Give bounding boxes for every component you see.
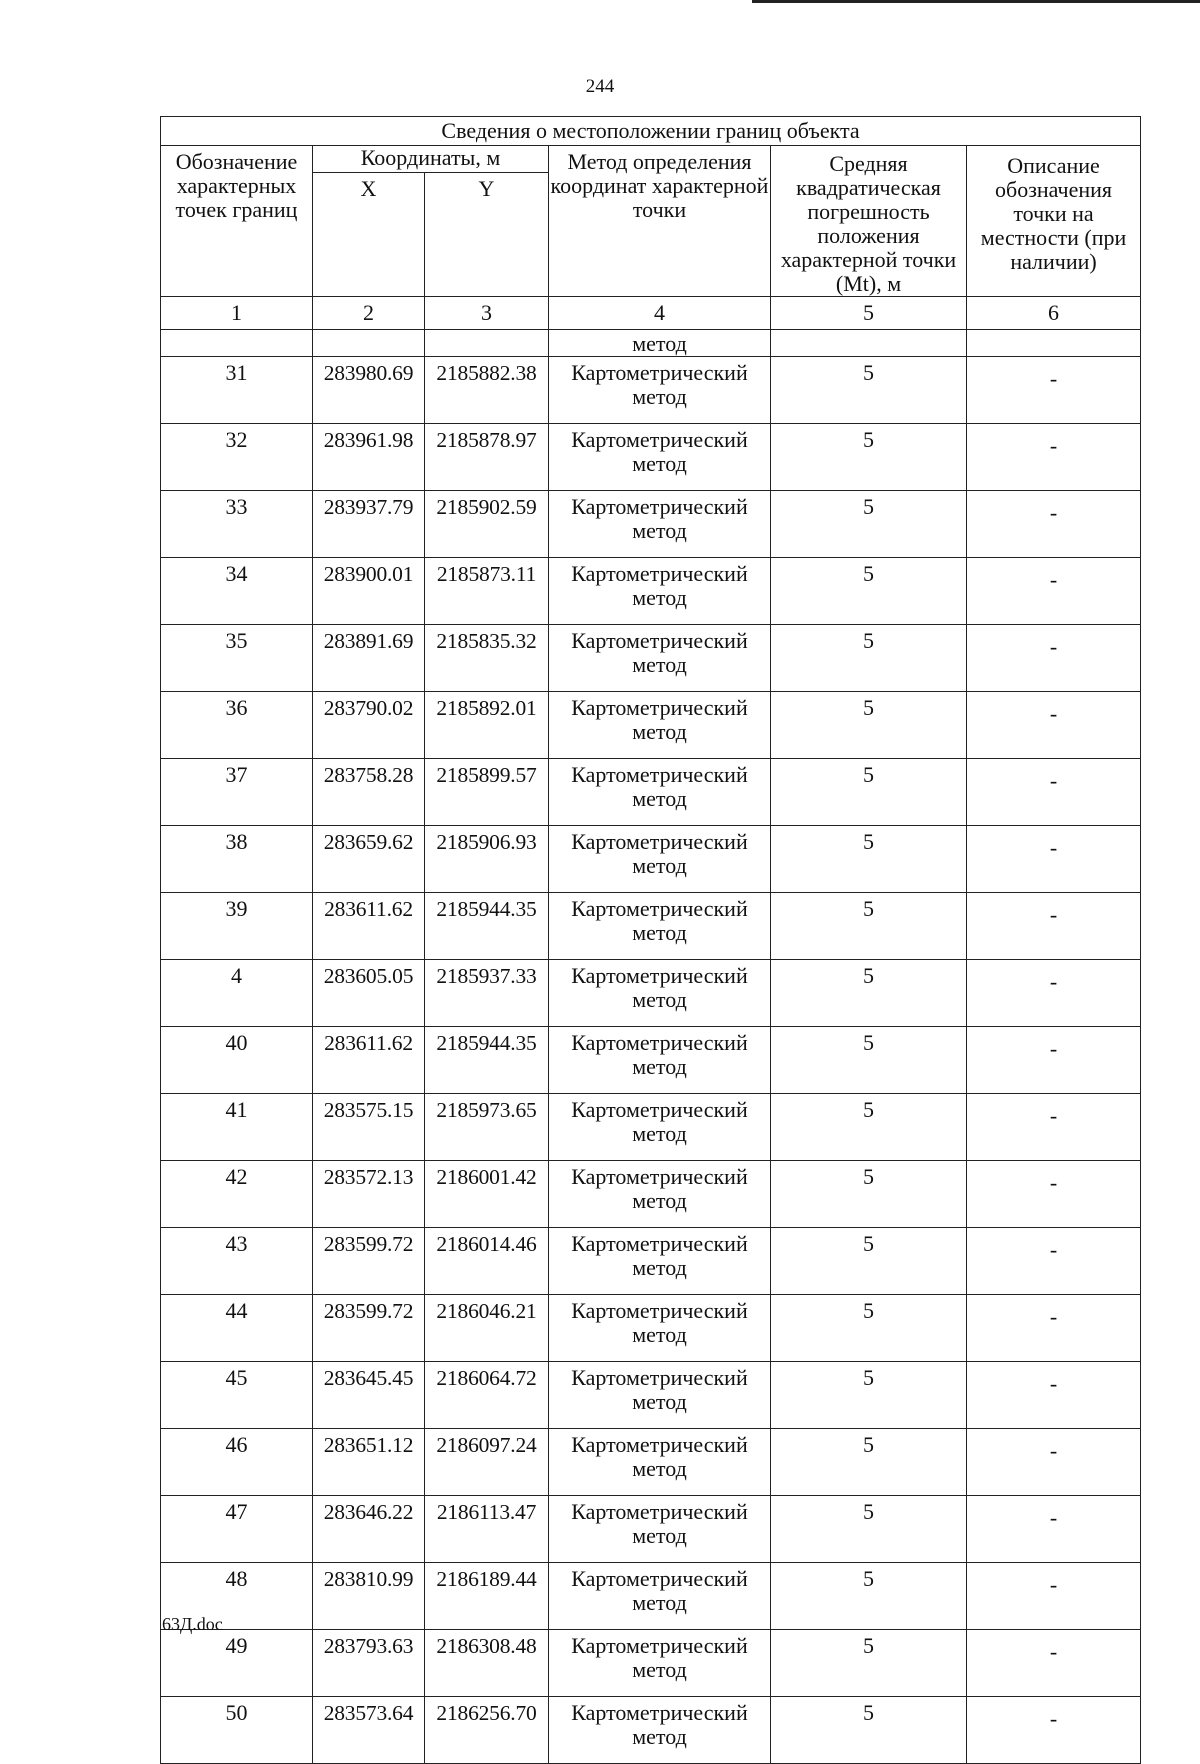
- method-cell: Картометрический метод: [549, 1429, 771, 1496]
- x-coordinate-cell: 283575.15: [313, 1094, 425, 1161]
- method-cell: Картометрический метод: [549, 1630, 771, 1697]
- x-coordinate-cell: 283937.79: [313, 491, 425, 558]
- method-cell: Картометрический метод: [549, 893, 771, 960]
- y-coordinate-cell: 2186113.47: [425, 1496, 549, 1563]
- description-cell: -: [967, 1228, 1141, 1295]
- point-cell: 50: [161, 1697, 313, 1764]
- point-cell: 32: [161, 424, 313, 491]
- table-row: [161, 692, 1141, 759]
- y-coordinate-cell: 2186046.21: [425, 1295, 549, 1362]
- y-coordinate-cell: 2185873.11: [425, 558, 549, 625]
- x-coordinate-cell: 283611.62: [313, 1027, 425, 1094]
- table-body: [161, 357, 1141, 1764]
- point-cell: 47: [161, 1496, 313, 1563]
- point-cell: 41: [161, 1094, 313, 1161]
- y-coordinate-cell: 2186308.48: [425, 1630, 549, 1697]
- header-coords: Координаты, м: [313, 146, 549, 173]
- error-cell: 5: [771, 1295, 967, 1362]
- method-cell: Картометрический метод: [549, 1228, 771, 1295]
- x-coordinate-cell: 283790.02: [313, 692, 425, 759]
- error-cell: 5: [771, 424, 967, 491]
- point-cell: 45: [161, 1362, 313, 1429]
- y-coordinate-cell: 2185906.93: [425, 826, 549, 893]
- description-cell: -: [967, 1630, 1141, 1697]
- continuation-row: [161, 330, 1141, 357]
- table-row: [161, 1228, 1141, 1295]
- x-coordinate-cell: 283611.62: [313, 893, 425, 960]
- continuation-method: метод: [549, 330, 771, 357]
- y-coordinate-cell: 2185892.01: [425, 692, 549, 759]
- x-coordinate-cell: 283793.63: [313, 1630, 425, 1697]
- y-coordinate-cell: 2186097.24: [425, 1429, 549, 1496]
- description-cell: -: [967, 692, 1141, 759]
- y-coordinate-cell: 2185835.32: [425, 625, 549, 692]
- point-cell: 43: [161, 1228, 313, 1295]
- x-coordinate-cell: 283573.64: [313, 1697, 425, 1764]
- point-cell: 49: [161, 1630, 313, 1697]
- table-row: [161, 1295, 1141, 1362]
- x-coordinate-cell: 283599.72: [313, 1295, 425, 1362]
- table-row: [161, 1362, 1141, 1429]
- y-coordinate-cell: 2186256.70: [425, 1697, 549, 1764]
- method-cell: Картометрический метод: [549, 1563, 771, 1630]
- description-cell: -: [967, 1295, 1141, 1362]
- x-coordinate-cell: 283758.28: [313, 759, 425, 826]
- y-coordinate-cell: 2185899.57: [425, 759, 549, 826]
- method-cell: Картометрический метод: [549, 1496, 771, 1563]
- error-cell: 5: [771, 1630, 967, 1697]
- x-coordinate-cell: 283605.05: [313, 960, 425, 1027]
- error-cell: 5: [771, 1228, 967, 1295]
- y-coordinate-cell: 2185944.35: [425, 1027, 549, 1094]
- point-cell: 42: [161, 1161, 313, 1228]
- table-row: [161, 826, 1141, 893]
- table-row: [161, 1630, 1141, 1697]
- description-cell: -: [967, 1027, 1141, 1094]
- point-cell: 33: [161, 491, 313, 558]
- continuation-cell: [313, 330, 425, 357]
- method-cell: Картометрический метод: [549, 491, 771, 558]
- method-cell: Картометрический метод: [549, 424, 771, 491]
- error-cell: 5: [771, 893, 967, 960]
- column-number: 2: [313, 297, 425, 330]
- description-cell: -: [967, 424, 1141, 491]
- point-cell: 44: [161, 1295, 313, 1362]
- column-number: 1: [161, 297, 313, 330]
- footer-filename: 63Д.doc: [162, 1614, 223, 1634]
- point-cell: 38: [161, 826, 313, 893]
- x-coordinate-cell: 283961.98: [313, 424, 425, 491]
- table-row: [161, 625, 1141, 692]
- y-coordinate-cell: 2186014.46: [425, 1228, 549, 1295]
- top-rule: [752, 0, 1200, 3]
- method-cell: Картометрический метод: [549, 625, 771, 692]
- table-row: [161, 491, 1141, 558]
- description-cell: -: [967, 1161, 1141, 1228]
- x-coordinate-cell: 283891.69: [313, 625, 425, 692]
- header-y: Y: [425, 173, 549, 297]
- y-coordinate-cell: 2185902.59: [425, 491, 549, 558]
- table-row: [161, 558, 1141, 625]
- error-cell: 5: [771, 357, 967, 424]
- error-cell: 5: [771, 558, 967, 625]
- x-coordinate-cell: 283980.69: [313, 357, 425, 424]
- table-row: [161, 1027, 1141, 1094]
- method-cell: Картометрический метод: [549, 1295, 771, 1362]
- method-cell: Картометрический метод: [549, 759, 771, 826]
- table-row: [161, 960, 1141, 1027]
- point-cell: 46: [161, 1429, 313, 1496]
- error-cell: 5: [771, 1496, 967, 1563]
- table-row: [161, 1563, 1141, 1630]
- column-number: 3: [425, 297, 549, 330]
- x-coordinate-cell: 283646.22: [313, 1496, 425, 1563]
- table-row: [161, 1161, 1141, 1228]
- table-row: [161, 1094, 1141, 1161]
- description-cell: -: [967, 558, 1141, 625]
- point-cell: 48: [161, 1563, 313, 1630]
- table-row: [161, 1496, 1141, 1563]
- x-coordinate-cell: 283572.13: [313, 1161, 425, 1228]
- description-cell: -: [967, 826, 1141, 893]
- point-cell: 35: [161, 625, 313, 692]
- header-method: Метод определения координат характерной точки: [549, 146, 771, 297]
- error-cell: 5: [771, 1027, 967, 1094]
- y-coordinate-cell: 2185878.97: [425, 424, 549, 491]
- error-cell: 5: [771, 1563, 967, 1630]
- y-coordinate-cell: 2186001.42: [425, 1161, 549, 1228]
- table-row: [161, 1429, 1141, 1496]
- table-row: [161, 1697, 1141, 1764]
- description-cell: -: [967, 893, 1141, 960]
- boundary-table-wrap: [160, 116, 1140, 1764]
- table-row: [161, 893, 1141, 960]
- description-cell: -: [967, 1697, 1141, 1764]
- continuation-cell: [967, 330, 1141, 357]
- x-coordinate-cell: 283645.45: [313, 1362, 425, 1429]
- continuation-cell: [425, 330, 549, 357]
- method-cell: Картометрический метод: [549, 826, 771, 893]
- column-number: 6: [967, 297, 1141, 330]
- error-cell: 5: [771, 1697, 967, 1764]
- error-cell: 5: [771, 759, 967, 826]
- table-row: [161, 759, 1141, 826]
- continuation-cell: [771, 330, 967, 357]
- table-row: [161, 357, 1141, 424]
- description-cell: -: [967, 1362, 1141, 1429]
- error-cell: 5: [771, 1429, 967, 1496]
- point-cell: 31: [161, 357, 313, 424]
- point-cell: 40: [161, 1027, 313, 1094]
- y-coordinate-cell: 2186064.72: [425, 1362, 549, 1429]
- header-x: X: [313, 173, 425, 297]
- page-number: 244: [585, 76, 615, 97]
- description-cell: -: [967, 1429, 1141, 1496]
- error-cell: 5: [771, 960, 967, 1027]
- y-coordinate-cell: 2185944.35: [425, 893, 549, 960]
- error-cell: 5: [771, 491, 967, 558]
- table-row: [161, 424, 1141, 491]
- method-cell: Картометрический метод: [549, 1094, 771, 1161]
- point-cell: 34: [161, 558, 313, 625]
- continuation-cell: [161, 330, 313, 357]
- method-cell: Картометрический метод: [549, 357, 771, 424]
- method-cell: Картометрический метод: [549, 1161, 771, 1228]
- description-cell: -: [967, 960, 1141, 1027]
- error-cell: 5: [771, 826, 967, 893]
- boundary-points-table: [160, 116, 1141, 1764]
- x-coordinate-cell: 283599.72: [313, 1228, 425, 1295]
- description-cell: -: [967, 1496, 1141, 1563]
- error-cell: 5: [771, 1094, 967, 1161]
- method-cell: Картометрический метод: [549, 1027, 771, 1094]
- description-cell: -: [967, 759, 1141, 826]
- table-caption: Сведения о местоположении границ объекта: [161, 117, 1141, 146]
- method-cell: Картометрический метод: [549, 1362, 771, 1429]
- header-error: Средняя квадратическая погрешность положения характерной точки (Mt), м: [771, 146, 967, 297]
- error-cell: 5: [771, 1362, 967, 1429]
- header-description: Описание обозначения точки на местности (при наличии): [967, 146, 1141, 297]
- y-coordinate-cell: 2186189.44: [425, 1563, 549, 1630]
- description-cell: -: [967, 625, 1141, 692]
- y-coordinate-cell: 2185937.33: [425, 960, 549, 1027]
- y-coordinate-cell: 2185882.38: [425, 357, 549, 424]
- x-coordinate-cell: 283900.01: [313, 558, 425, 625]
- point-cell: 39: [161, 893, 313, 960]
- point-cell: 4: [161, 960, 313, 1027]
- header-point: Обозначение характерных точек границ: [161, 146, 313, 297]
- description-cell: -: [967, 1563, 1141, 1630]
- method-cell: Картометрический метод: [549, 558, 771, 625]
- column-number-row: [161, 297, 1141, 330]
- column-number: 5: [771, 297, 967, 330]
- method-cell: Картометрический метод: [549, 960, 771, 1027]
- error-cell: 5: [771, 625, 967, 692]
- description-cell: -: [967, 491, 1141, 558]
- description-cell: -: [967, 357, 1141, 424]
- x-coordinate-cell: 283651.12: [313, 1429, 425, 1496]
- method-cell: Картометрический метод: [549, 1697, 771, 1764]
- method-cell: Картометрический метод: [549, 692, 771, 759]
- description-cell: -: [967, 1094, 1141, 1161]
- x-coordinate-cell: 283810.99: [313, 1563, 425, 1630]
- point-cell: 37: [161, 759, 313, 826]
- error-cell: 5: [771, 692, 967, 759]
- point-cell: 36: [161, 692, 313, 759]
- x-coordinate-cell: 283659.62: [313, 826, 425, 893]
- y-coordinate-cell: 2185973.65: [425, 1094, 549, 1161]
- error-cell: 5: [771, 1161, 967, 1228]
- column-number: 4: [549, 297, 771, 330]
